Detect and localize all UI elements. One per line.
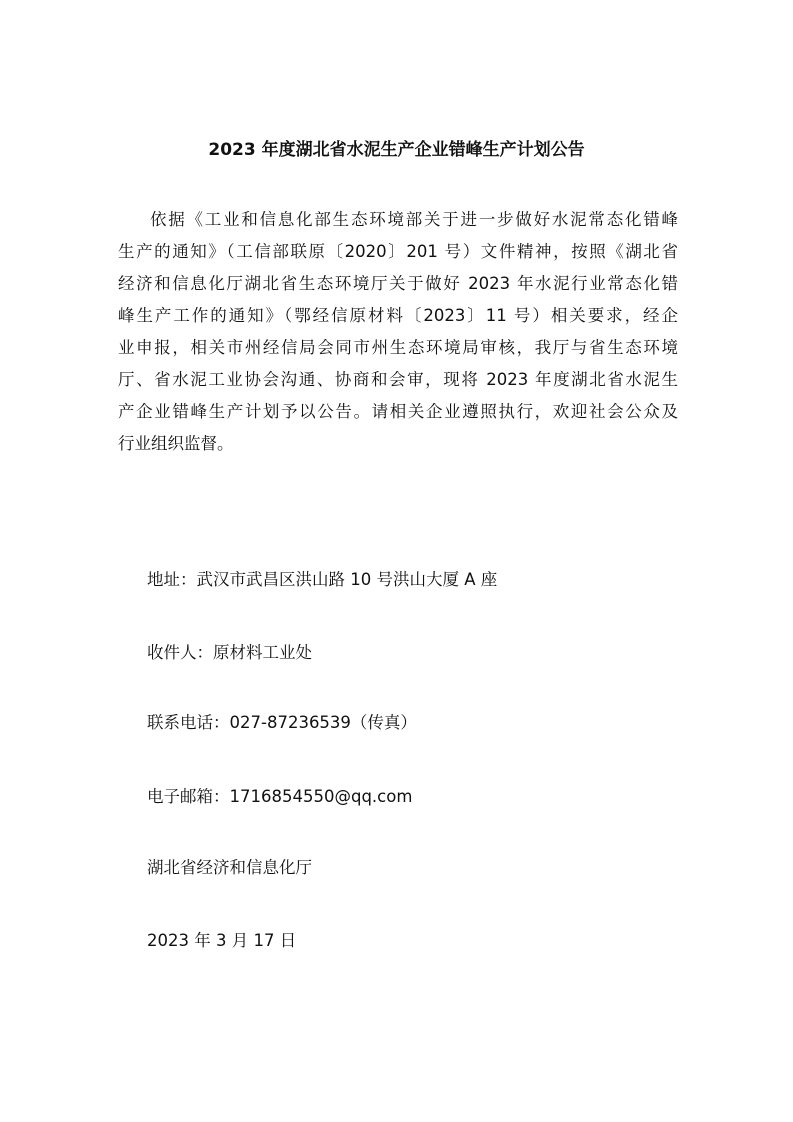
issue-date: 2023 年 3 月 17 日 <box>147 931 297 950</box>
paragraph-line: 业申报，相关市州经信局会同市州生态环境局审核，我厅与省生态环境 <box>118 338 678 357</box>
contact-address: 地址：武汉市武昌区洪山路 10 号洪山大厦 A 座 <box>147 570 498 589</box>
contact-phone: 联系电话：027-87236539（传真） <box>147 713 417 732</box>
paragraph-line: 厅、省水泥工业协会沟通、协商和会审，现将 2023 年度湖北省水泥生 <box>118 370 678 389</box>
issuing-authority: 湖北省经济和信息化厅 <box>147 858 312 877</box>
paragraph-line: 峰生产工作的通知》（鄂经信原材料〔2023〕11 号）相关要求，经企 <box>118 306 678 325</box>
paragraph-line: 生产的通知》（工信部联原〔2020〕201 号）文件精神，按照《湖北省 <box>118 242 678 261</box>
paragraph-line: 依据《工业和信息化部生态环境部关于进一步做好水泥常态化错峰 <box>150 210 678 229</box>
paragraph-line: 行业组织监督。 <box>118 434 234 453</box>
paragraph-line: 产企业错峰生产计划予以公告。请相关企业遵照执行，欢迎社会公众及 <box>118 402 678 421</box>
contact-email: 电子邮箱：1716854550@qq.com <box>147 787 413 806</box>
paragraph-line: 经济和信息化厅湖北省生态环境厅关于做好 2023 年水泥行业常态化错 <box>118 274 678 293</box>
contact-recipient: 收件人：原材料工业处 <box>147 643 312 662</box>
announcement-paragraph <box>118 204 678 460</box>
document-title: 2023 年度湖北省水泥生产企业错峰生产计划公告 <box>208 140 585 160</box>
